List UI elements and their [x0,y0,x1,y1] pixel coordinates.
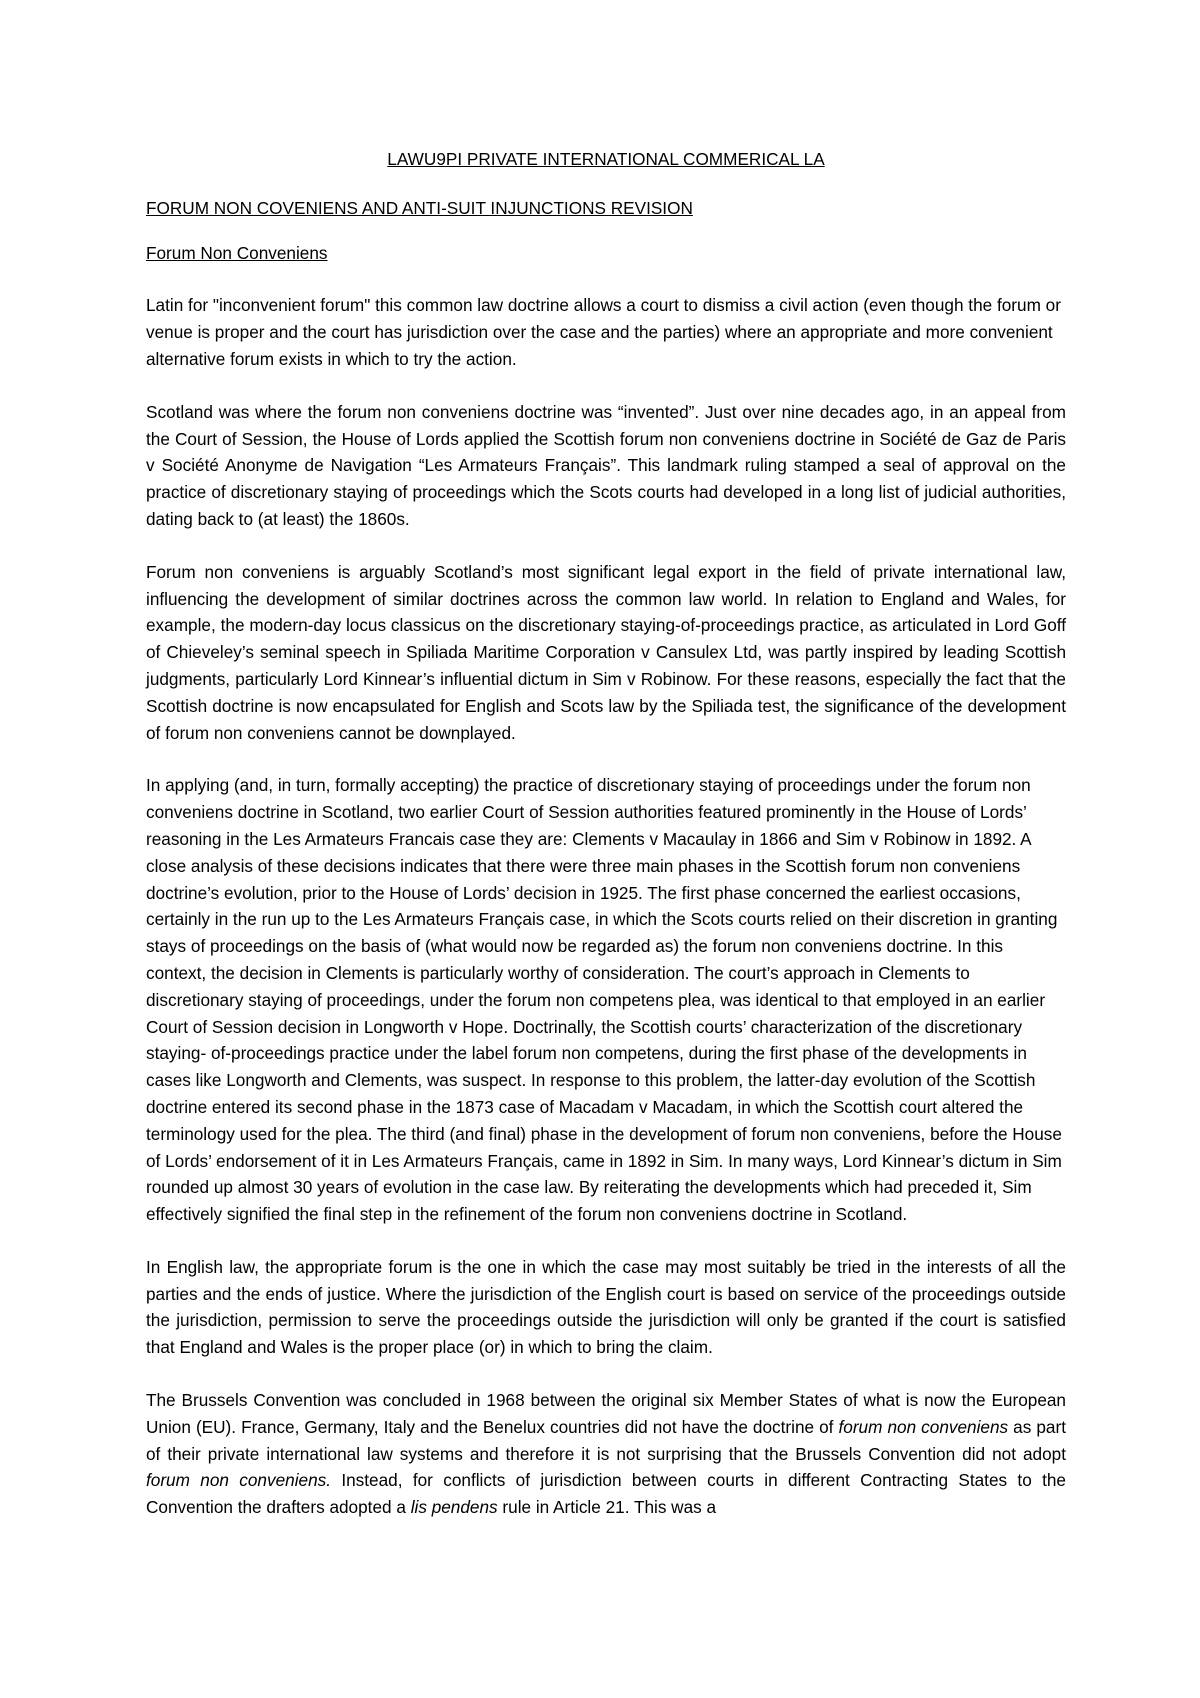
brussels-text-1: The Brussels Convention was concluded in 1968 between the original six Member States of what is now the European Union (EU). France, Germany, Italy and the Benelux countries did not have the doctrine of [146,1390,1066,1437]
paragraph-legal-export: Forum non conveniens is arguably Scotland’s most significant legal export in the field of private international law, influencing the development of similar doctrines across the common law world. In relation to England and Wales, for example, the modern-day locus classicus on the discretionary staying-of-proceedings practice, as articulated in Lord Goff of Chieveley’s seminal speech in Spiliada Maritime Corporation v Cansulex Ltd, was partly inspired by leading Scottish judgments, particularly Lord Kinnear’s influential dictum in Sim v Robinow. For these reasons, especially the fact that the Scottish doctrine is now encapsulated for English and Scots law by the Spiliada test, the significance of the development of forum non conveniens cannot be downplayed. [146,561,1066,743]
document-subtitle: FORUM NON COVENIENS AND ANTI-SUIT INJUNCTIONS REVISION [146,197,693,218]
section-heading: Forum Non Conveniens [146,242,328,263]
paragraph-three-phases: In applying (and, in turn, formally accepting) the practice of discretionary staying of proceedings under the forum non conveniens doctrine in Scotland, two earlier Court of Session authorities featured prominently in the House of Lords’ reasoning in the Les Armateurs Francais case they are: Clements v Macaulay in 1866 and Sim v Robinow in 1892. A close analysis of these decisions indicates that there were three main phases in the Scottish forum non conveniens doctrine’s evolution, prior to the House of Lords’ decision in 1925. The first phase concerned the earliest occasions, certainly in the run up to the Les Armateurs Français case, in which the Scots courts relied on their discretion in granting stays of proceedings on the basis of (what would now be regarded as) the forum non conveniens doctrine. In this context, the decision in Clements is particularly worthy of consideration. The court’s approach in Clements to discretionary staying of proceedings, under the forum non competens plea, was identical to that employed in an earlier Court of Session decision in Longworth v Hope. Doctrinally, the Scottish courts’ characterization of the discretionary staying- of-proceedings practice under the label forum non competens, during the first phase of the developments in cases like Longworth and Clements, was suspect. In response to this problem, the latter-day evolution of the Scottish doctrine entered its second phase in the 1873 case of Macadam v Macadam, in which the Scottish court altered the terminology used for the plea. The third (and final) phase in the development of forum non conveniens, before the House of Lords’ endorsement of it in Les Armateurs Français, came in 1892 in Sim. In many ways, Lord Kinnear’s dictum in Sim rounded up almost 30 years of evolution in the case law. By reiterating the developments which had preceded it, Sim effectively signified the final step in the refinement of the forum non conveniens doctrine in Scotland. [146,775,1062,1225]
brussels-italic-3: lis pendens [410,1497,498,1518]
brussels-italic-2: forum non conveniens. [146,1470,332,1491]
document-title: LAWU9PI PRIVATE INTERNATIONAL COMMERICAL LA [387,149,825,169]
brussels-text-3: Instead, for conflicts of jurisdiction between courts in different Contracting States to the Convention the drafters adopted a [146,1470,1066,1518]
paragraph-definition: Latin for "inconvenient forum" this common law doctrine allows a court to dismiss a civil action (even though the forum or venue is proper and the court has jurisdiction over the case and the parties) where an appropriate and more convenient alternative forum exists in which to try the action. [146,295,1061,369]
paragraph-english-law: In English law, the appropriate forum is the one in which the case may most suitably be tried in the interests of all the parties and the ends of justice. Where the jurisdiction of the English court is based on service of the proceedings outside the jurisdiction, permission to serve the proceedings outside the jurisdiction will only be granted if the court is satisfied that England and Wales is the proper place (or) in which to bring the claim. [146,1256,1066,1358]
paragraph-brussels-convention [146,1387,1066,1521]
paragraph-scotland-origin: Scotland was where the forum non conveniens doctrine was “invented”. Just over nine decades ago, in an appeal from the Court of Session, the House of Lords applied the Scottish forum non conveniens doctrine in Société de Gaz de Paris v Société Anonyme de Navigation “Les Armateurs Français”. This landmark ruling stamped a seal of approval on the practice of discretionary staying of proceedings which the Scots courts had developed in a long list of judicial authorities, dating back to (at least) the 1860s. [146,401,1066,529]
brussels-text-2: as part of their private international law systems and therefore it is not surprising that the Brussels Convention did not adopt [146,1416,1066,1464]
brussels-text-4: rule in Article 21. This was a [497,1497,717,1518]
brussels-italic-1: forum non conveniens [838,1416,1009,1437]
document-body [146,146,1066,1547]
